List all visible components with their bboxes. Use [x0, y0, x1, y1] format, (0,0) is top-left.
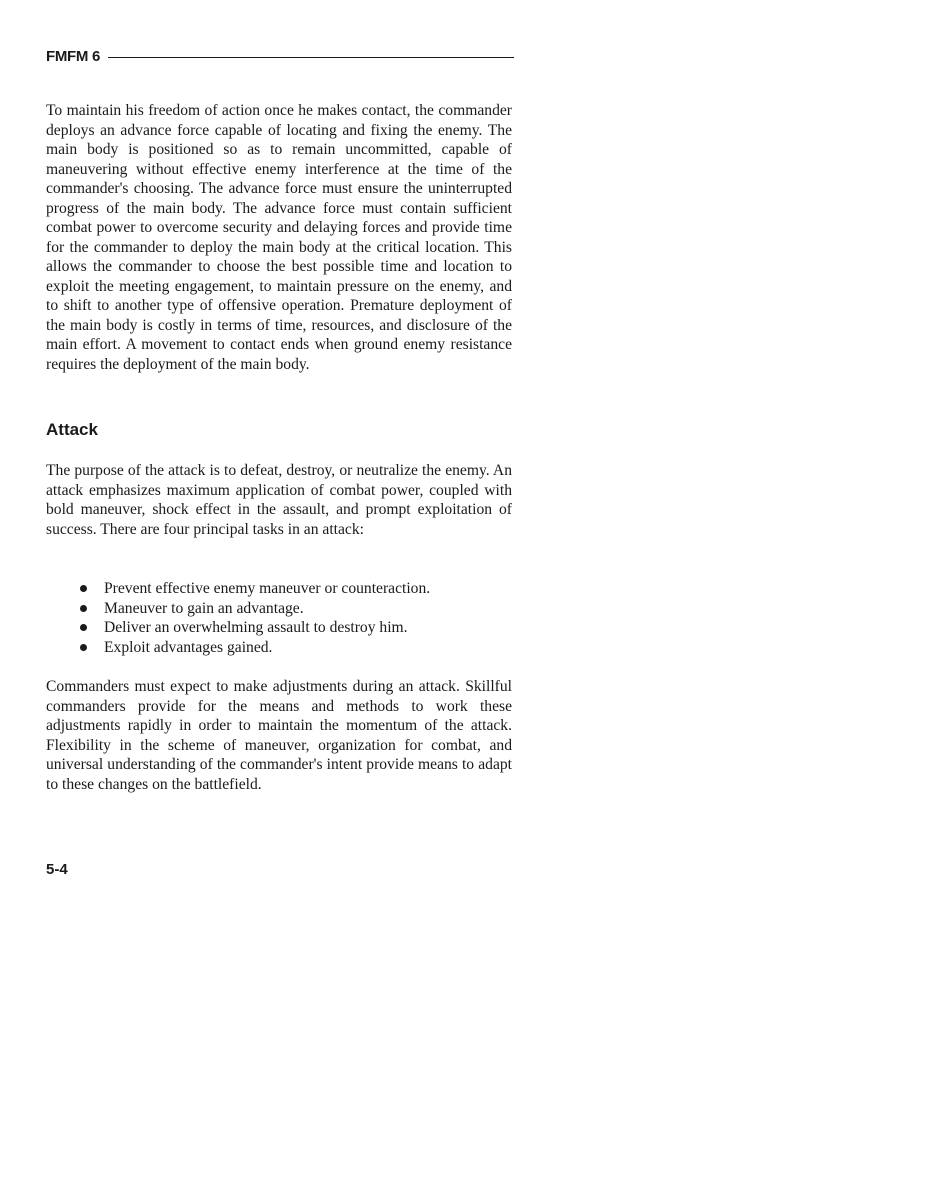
bullet-icon — [80, 644, 87, 651]
section-heading-attack: Attack — [46, 420, 98, 439]
list-item-text: Maneuver to gain an advantage. — [104, 599, 304, 617]
list-item-text: Prevent effective enemy maneuver or counteraction. — [104, 580, 431, 597]
page-number: 5-4 — [46, 861, 68, 878]
paragraph-movement-to-contact: To maintain his freedom of action once he makes contact, the commander deploys an advance force capable of locating and fixing the enemy. The main body is positioned so as to remain uncommitted, capable of maneuvering without effective enemy interference at the time of the commander's choosing. The advance force must ensure the uninterrupted progress of the main body. The advance force must contain sufficient combat power to overcome security and delaying forces and provide time for the commander to deploy the main body at the critical location. This allows the commander to choose the best possible time and location to exploit the meeting engagement, to maintain pressure on the enemy, and to shift to another type of offensive operation. Premature deployment of the main body is costly in terms of time, resources, and disclosure of the main effort. A movement to contact ends when ground enemy resistance requires the deployment of the main body. — [46, 102, 512, 373]
bullet-icon — [80, 605, 87, 612]
list-item — [76, 638, 516, 658]
list-item — [76, 599, 516, 619]
attack-tasks-list — [76, 579, 516, 657]
paragraph-attack-purpose: The purpose of the attack is to defeat, destroy, or neutralize the enemy. An attack emphasizes maximum application of combat power, coupled with bold maneuver, shock effect in the assault, and prompt exploitation of success. There are four principal tasks in an attack: — [46, 462, 512, 538]
paragraph-adjustments: Commanders must expect to make adjustments during an attack. Skillful commanders provide for the means and methods to work these adjustments rapidly in order to maintain the momentum of the attack. Flexibility in the scheme of maneuver, organization for combat, and universal understanding of the commander's intent provide means to adapt to these changes on the battlefield. — [46, 678, 512, 793]
list-item-text: Deliver an overwhelming assault to destroy him. — [104, 619, 408, 636]
header-rule — [108, 57, 514, 58]
running-header — [46, 48, 514, 65]
running-title: FMFM 6 — [46, 48, 101, 65]
list-item — [76, 618, 516, 638]
bullet-icon — [80, 624, 87, 631]
bullet-icon — [80, 585, 87, 592]
list-item-text: Exploit advantages gained. — [104, 638, 273, 656]
list-item — [76, 579, 516, 599]
